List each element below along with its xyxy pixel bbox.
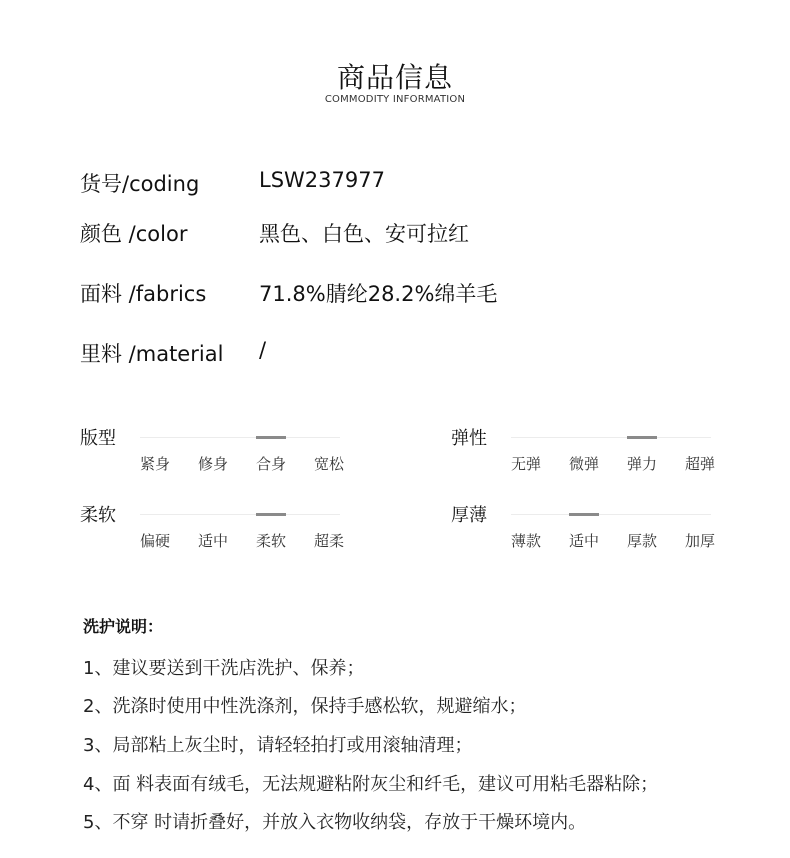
scale-marker — [627, 436, 657, 439]
scale-track — [511, 437, 711, 438]
care-item: 5、不穿 时请折叠好，并放入衣物收纳袋，存放于干燥环境内。 — [83, 812, 587, 833]
scale-option: 厚款 — [626, 532, 657, 550]
scale-option: 加厚 — [684, 532, 715, 550]
scale-option: 无弹 — [510, 455, 541, 473]
scale-title: 版型 — [80, 428, 116, 449]
spec-label: 面料 /fabrics — [80, 282, 207, 306]
spec-value: 71.8%腈纶28.2%绵羊毛 — [259, 282, 498, 306]
scale-title: 弹性 — [451, 428, 487, 449]
spec-value: LSW237977 — [259, 168, 385, 192]
spec-label: 货号/coding — [80, 172, 200, 196]
scale-marker — [256, 513, 286, 516]
scale-marker — [569, 513, 599, 516]
care-item: 3、局部粘上灰尘时，请轻轻拍打或用滚轴清理； — [83, 735, 473, 756]
care-title: 洗护说明： — [83, 617, 164, 636]
care-item: 1、建议要送到干洗店洗护、保养； — [83, 658, 365, 679]
scale-option: 薄款 — [510, 532, 541, 550]
scale-option: 微弹 — [568, 455, 599, 473]
scale-option: 修身 — [197, 455, 228, 473]
scale-track — [140, 437, 340, 438]
scale-title: 柔软 — [80, 505, 116, 526]
scale-option: 超弹 — [684, 455, 715, 473]
scale-option: 适中 — [197, 532, 228, 550]
scale-option: 宽松 — [313, 455, 344, 473]
scale-thickness — [451, 501, 751, 561]
spec-value: / — [259, 338, 267, 362]
care-item: 2、洗涤时使用中性洗涤剂，保持手感松软，规避缩水； — [83, 696, 527, 717]
scale-track — [140, 514, 340, 515]
scale-title: 厚薄 — [451, 505, 487, 526]
scale-option: 合身 — [255, 455, 286, 473]
scale-option: 超柔 — [313, 532, 344, 550]
scale-softness — [80, 501, 380, 561]
scale-fit — [80, 424, 380, 484]
scale-option: 弹力 — [626, 455, 657, 473]
care-item: 4、面 料表面有绒毛，无法规避粘附灰尘和纤毛，建议可用粘毛器粘除； — [83, 774, 659, 795]
spec-value: 黑色、白色、安可拉红 — [259, 222, 469, 246]
scale-elasticity — [451, 424, 751, 484]
scale-marker — [256, 436, 286, 439]
scale-option: 适中 — [568, 532, 599, 550]
scale-track — [511, 514, 711, 515]
scale-option: 柔软 — [255, 532, 286, 550]
spec-label: 里料 /material — [80, 342, 224, 366]
page-title: 商品信息 — [336, 61, 453, 94]
spec-label: 颜色 /color — [80, 222, 188, 246]
scale-option: 紧身 — [139, 455, 170, 473]
scale-option: 偏硬 — [139, 532, 170, 550]
page-subtitle: COMMODITY INFORMATION — [324, 94, 466, 105]
